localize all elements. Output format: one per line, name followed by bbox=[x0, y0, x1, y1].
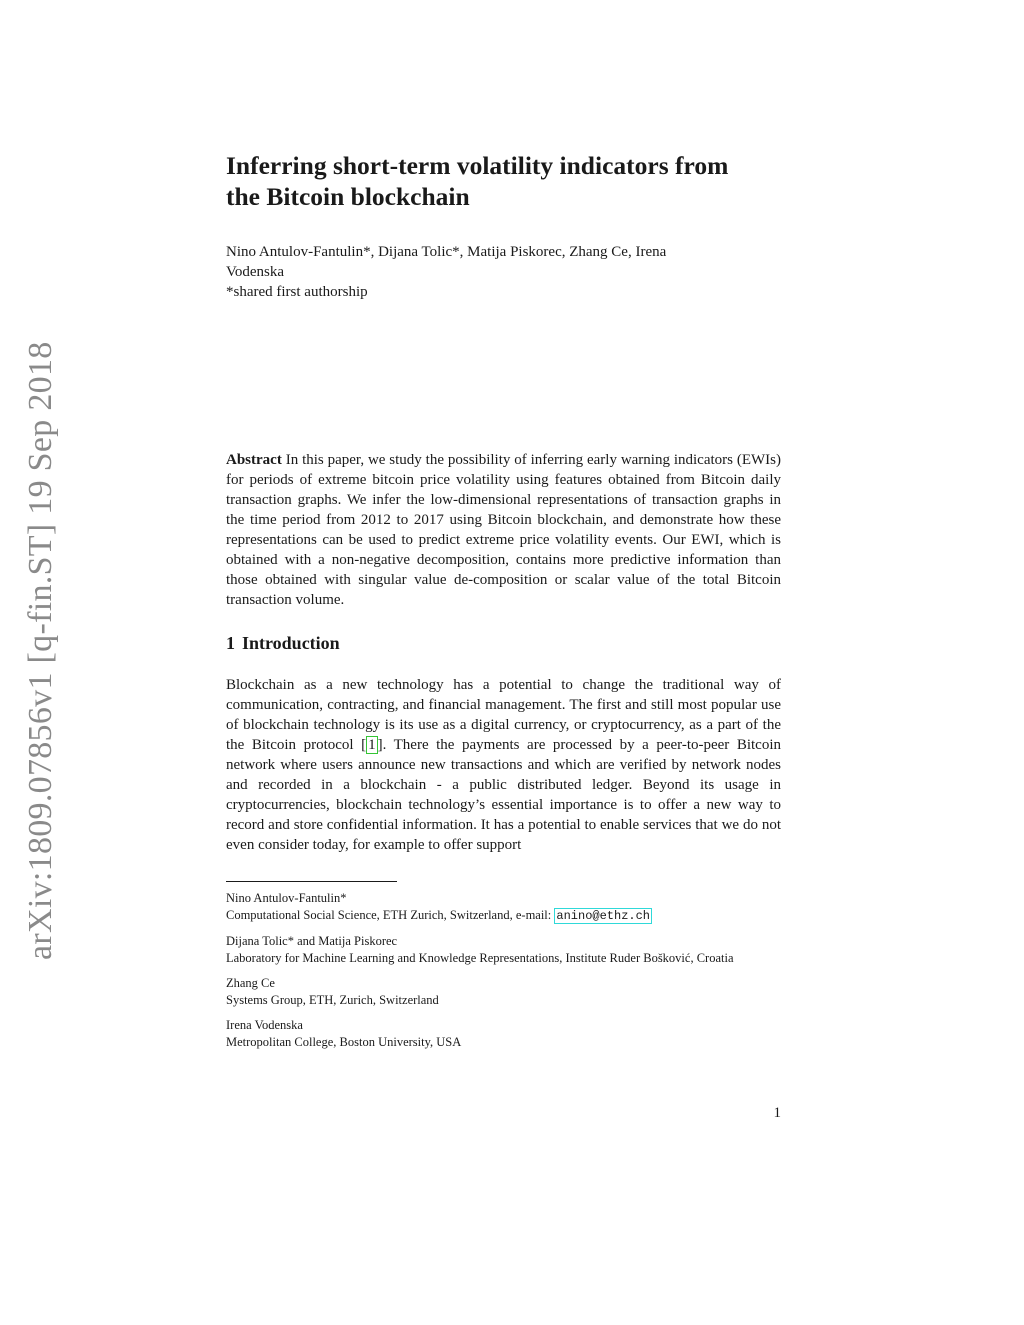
intro-text-part-1: Blockchain as a new technology has a potential to change the traditional way of communication, contracting, and financial management. The first and still most popular use of blockchain technology is its use as a digital currency, or cryptocurrency, as a part of the the Bitcoin protocol [ bbox=[226, 677, 781, 753]
footnote-affiliation-4 bbox=[226, 1017, 781, 1050]
shared-authorship-note: *shared first authorship bbox=[226, 284, 368, 300]
introduction-paragraph bbox=[226, 675, 781, 855]
footnote-affiliation-text: Laboratory for Machine Learning and Knowledge Representations, Institute Ruder Bošković, Croatia bbox=[226, 950, 734, 965]
authors-line-1: Nino Antulov-Fantulin*, Dijana Tolic*, Matija Piskorec, Zhang Ce, Irena bbox=[226, 244, 667, 260]
paper-page bbox=[226, 150, 782, 1121]
footnote-affiliation-1 bbox=[226, 890, 781, 924]
footnote-divider bbox=[226, 881, 397, 882]
footnote-affiliation-text: Metropolitan College, Boston University, USA bbox=[226, 1034, 462, 1049]
citation-link[interactable]: 1 bbox=[368, 737, 376, 753]
page-number: 1 bbox=[773, 1105, 781, 1121]
footnote-author-name: Dijana Tolic* and Matija Piskorec bbox=[226, 934, 398, 948]
authors-line-2: Vodenska bbox=[226, 264, 285, 280]
footnote-affiliation-text bbox=[226, 907, 781, 925]
footnotes bbox=[226, 890, 781, 1059]
footnote-author-name: Nino Antulov-Fantulin* bbox=[226, 891, 347, 905]
footnote-affiliation-2 bbox=[226, 933, 781, 966]
email-link[interactable]: anino@ethz.ch bbox=[556, 908, 651, 923]
paper-title bbox=[226, 150, 781, 212]
footnote-affiliation-3 bbox=[226, 975, 781, 1008]
footnote-author-name: Irena Vodenska bbox=[226, 1018, 303, 1032]
footnote-affiliation-text: Systems Group, ETH, Zurich, Switzerland bbox=[226, 992, 439, 1007]
section-number: 1 bbox=[226, 633, 235, 653]
abstract-label: Abstract bbox=[226, 452, 282, 468]
abstract-text: In this paper, we study the possibility of inferring early warning indicators (EWIs) for periods of extreme bitcoin price volatility using features obtained from Bitcoin daily transaction graphs. We infer the low-dimensional representations of transaction graphs in the time period from 2012 to 2017 using Bitcoin blockchain, and demonstrate how these representations can be used to predict extreme price volatility events. Our EWI, which is obtained with a non-negative decomposition, contains more predictive information than those obtained with singular value de-composition or scalar value of the total Bitcoin transaction volume. bbox=[226, 452, 782, 608]
title-line-1: Inferring short-term volatility indicators from bbox=[226, 151, 729, 180]
section-title: Introduction bbox=[242, 633, 340, 653]
footnote-author-name: Zhang Ce bbox=[226, 976, 275, 990]
title-line-2: the Bitcoin blockchain bbox=[226, 182, 470, 211]
section-heading-introduction bbox=[226, 633, 340, 654]
author-list bbox=[226, 242, 781, 302]
intro-text-part-2: ]. There the payments are processed by a peer-to-peer Bitcoin network where users announce new transactions and which are verified by network nodes and recorded in a blockchain - a public distributed ledger. Beyond its usage in cryptocurrencies, blockchain technology’s essential importance is to offer a new way to record and store confidential information. It has a potential to enable services that we do not even consider today, for example to offer support bbox=[226, 737, 781, 853]
footnote-affiliation-label: Computational Social Science, ETH Zurich, Switzerland, e-mail: bbox=[226, 907, 555, 922]
arxiv-identifier-stamp: arXiv:1809.07856v1 [q-fin.ST] 19 Sep 2018 bbox=[22, 341, 59, 960]
abstract bbox=[226, 450, 781, 610]
